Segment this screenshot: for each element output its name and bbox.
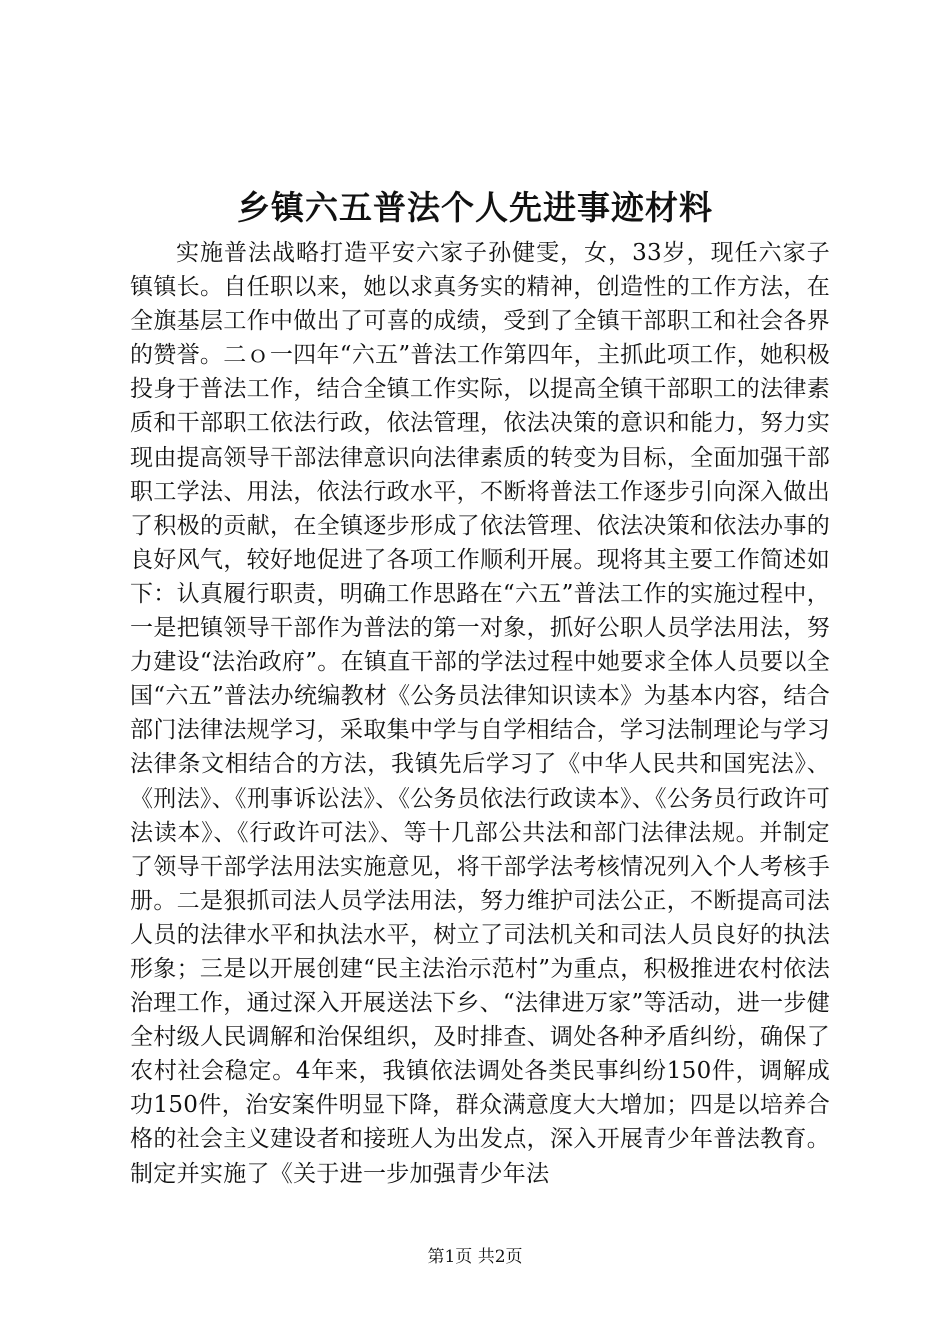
page-footer-page-number: 第1页 共2页 xyxy=(427,1247,523,1267)
document-body-paragraph: 实施普法战略打造平安六家子孙健雯，女，33岁，现任六家子镇镇长。自任职以来，她以求真务实的精神，创造性的工作方法，在全旗基层工作中做出了可喜的成绩，受到了全镇干部职工和社会各界的赞誉。二ｏ一四年“六五”普法工作第四年，主抓此项工作，她积极投身于普法工作，结合全镇工作实际，以提高全镇干部职工的法律素质和干部职工依法行政，依法管理，依法决策的意识和能力，努力实现由提高领导干部法律意识向法律素质的转变为目标，全面加强干部职工学法、用法，依法行政水平，不断将普法工作逐步引向深入做出了积极的贡献，在全镇逐步形成了依法管理、依法决策和依法办事的良好风气，较好地促进了各项工作顺利开展。现将其主要工作简述如下：认真履行职责，明确工作思路在“六五”普法工作的实施过程中，一是把镇领导干部作为普法的第一对象，抓好公职人员学法用法，努力建设“法治政府”。在镇直干部的学法过程中她要求全体人员要以全国“六五”普法办统编教材《公务员法律知识读本》为基本内容，结合部门法律法规学习，采取集中学与自学相结合，学习法制理论与学习法律条文相结合的方法，我镇先后学习了《中华人民共和国宪法》、《刑法》、《刑事诉讼法》、《公务员依法行政读本》、《公务员行政许可法读本》、《行政许可法》、等十几部公共法和部门法律法规。并制定了领导干部学法用法实施意见，将干部学法考核情况列入个人考核手册。二是狠抓司法人员学法用法，努力维护司法公正，不断提高司法人员的法律水平和执法水平，树立了司法机关和司法人员良好的执法形象；三是以开展创建“民主法治示范村”为重点，积极推进农村依法治理工作，通过深入开展送法下乡、“法律进万家”等活动，进一步健全村级人民调解和治保组织，及时排查、调处各种矛盾纠纷，确保了农村社会稳定。4年来，我镇依法调处各类民事纠纷150件，调解成功150件，治安案件明显下降，群众满意度大大增加；四是以培养合格的社会主义建设者和接班人为出发点，深入开展青少年普法教育。制定并实施了《关于进一步加强青少年法 xyxy=(130,240,830,1187)
document-title: 乡镇六五普法个人先进事迹材料 xyxy=(237,188,713,227)
